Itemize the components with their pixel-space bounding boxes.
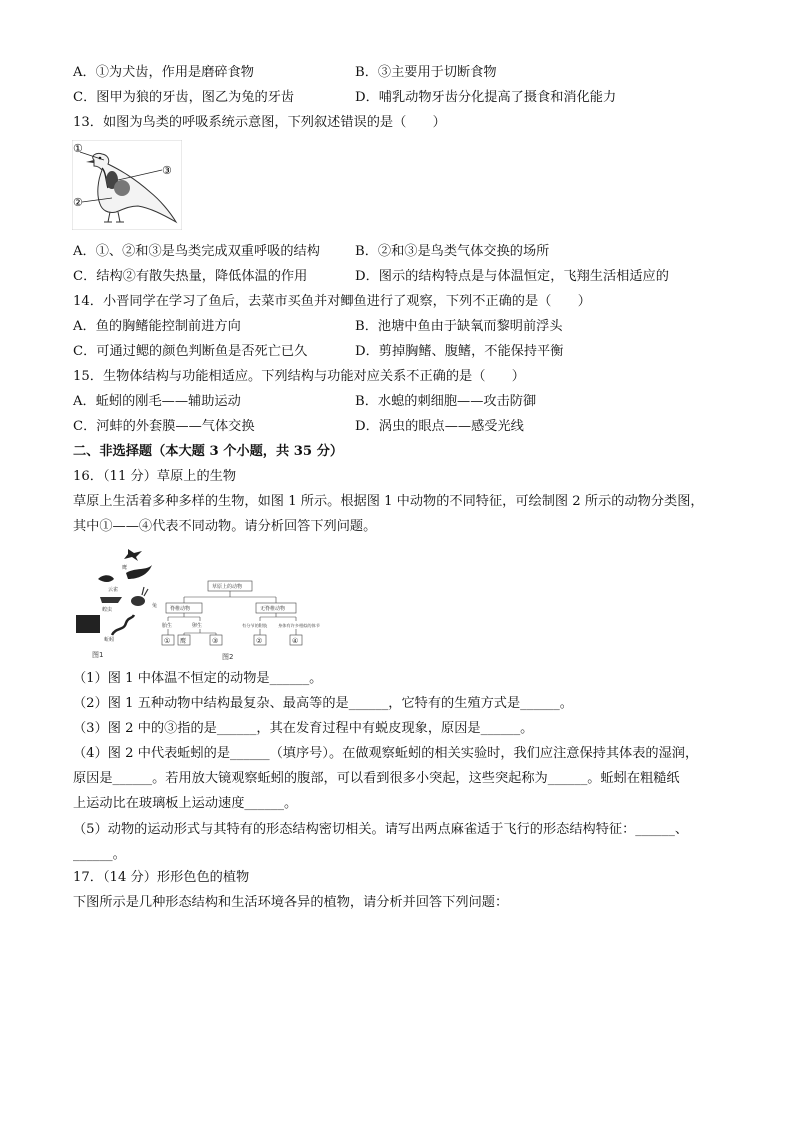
tree-root: 草原上的动物 bbox=[212, 584, 243, 590]
q16-part3: （3）图 2 中的③指的是______，其在发育过程中有蜕皮现象，原因是______。 bbox=[73, 721, 534, 736]
lark-label: 云雀 bbox=[108, 587, 119, 593]
fig1-label: 图1 bbox=[92, 651, 104, 659]
q12-option-d: D．哺乳动物牙齿分化提高了摄食和消化能力 bbox=[355, 90, 617, 105]
tree-i2: 身体有许多相似的体节 bbox=[278, 623, 320, 628]
q14-stem: 14．小晋同学在学习了鱼后，去菜市买鱼并对鲫鱼进行了观察，下列不正确的是（ ） bbox=[73, 294, 591, 309]
q16-part5-line2: ______。 bbox=[73, 847, 126, 862]
tree-vert: 脊椎动物 bbox=[170, 606, 191, 612]
leaf-3: ③ bbox=[212, 637, 219, 645]
q16-intro-line2: 其中①——④代表不同动物。请分析回答下列问题。 bbox=[73, 519, 377, 534]
lark-shape bbox=[98, 575, 114, 582]
q15-option-b: B．水螅的刺细胞——攻击防御 bbox=[355, 394, 537, 409]
earthworm-label: 蚯蚓 bbox=[104, 637, 115, 643]
label-2: ② bbox=[73, 196, 83, 209]
tree-v1: 胎生 bbox=[162, 623, 173, 629]
q14-option-a: A．鱼的胸鳍能控制前进方向 bbox=[73, 319, 241, 334]
q16-part4-line1: （4）图 2 中代表蚯蚓的是______（填序号）。在做观察蚯蚓的相关实验时，我们应注意保持其体表的湿润， bbox=[73, 746, 699, 761]
locust-shape bbox=[100, 597, 122, 603]
fig2-label: 图2 bbox=[222, 653, 234, 661]
q14-option-c: C．可通过鳃的颜色判断鱼是否死亡已久 bbox=[73, 344, 308, 359]
q14-option-b: B．池塘中鱼由于缺氧而黎明前浮头 bbox=[355, 319, 563, 334]
tree-i1: 有分节的附肢 bbox=[242, 623, 268, 628]
q17-title: 17．（14 分）形形色色的植物 bbox=[73, 870, 250, 885]
air-sac bbox=[114, 180, 130, 196]
label-3: ③ bbox=[162, 164, 172, 177]
soil-block bbox=[76, 615, 100, 633]
earthworm-shape bbox=[112, 615, 134, 635]
q16-part4-line2: 原因是______。若用放大镜观察蚯蚓的腹部，可以看到很多小突起，这些突起称为______。蚯蚓在粗糙纸 bbox=[73, 771, 680, 786]
leaf-4: ④ bbox=[292, 637, 299, 645]
q14-option-d: D．剪掉胸鳍、腹鳍，不能保持平衡 bbox=[355, 344, 564, 359]
q16-part2: （2）图 1 五种动物中结构最复杂、最高等的是______，它特有的生殖方式是______。 bbox=[73, 696, 573, 711]
leaf-2: ② bbox=[256, 637, 263, 645]
tree-links-3 bbox=[168, 629, 296, 635]
q15-option-c: C．河蚌的外套膜——气体交换 bbox=[73, 419, 255, 434]
q16-part4-line3: 上运动比在玻璃板上运动速度______。 bbox=[73, 796, 298, 811]
hawk-label: 鹰 bbox=[122, 565, 128, 571]
rabbit-ears bbox=[142, 587, 148, 596]
rabbit-shape bbox=[131, 596, 145, 606]
leaf-1: ① bbox=[164, 637, 171, 645]
eagle-shape bbox=[126, 565, 152, 579]
q13-option-c: C．结构②有散失热量，降低体温的作用 bbox=[73, 269, 308, 284]
q16-part5-line1: （5）动物的运动形式与其特有的形态结构密切相关。请写出两点麻雀适于飞行的形态结构特征：______、 bbox=[73, 822, 689, 837]
tree-invert: 无脊椎动物 bbox=[260, 606, 286, 612]
label-1: ① bbox=[73, 142, 83, 155]
figure-1 bbox=[76, 549, 157, 659]
figure-2 bbox=[162, 581, 320, 661]
q17-intro: 下图所示是几种形态结构和生活环境各异的植物，请分析并回答下列问题： bbox=[73, 895, 509, 910]
tree-links-1 bbox=[184, 591, 276, 603]
q13-stem: 13．如图为鸟类的呼吸系统示意图，下列叙述错误的是（ ） bbox=[73, 115, 446, 130]
bird-respiratory-figure bbox=[72, 140, 182, 230]
q15-stem: 15．生物体结构与功能相适应。下列结构与功能对应关系不正确的是（ ） bbox=[73, 369, 525, 384]
q16-part1: （1）图 1 中体温不恒定的动物是______。 bbox=[73, 671, 323, 686]
q12-option-c: C．图甲为狼的牙齿，图乙为兔的牙齿 bbox=[73, 90, 295, 105]
locust-label: 蝗虫 bbox=[102, 607, 113, 613]
rabbit-label: 兔 bbox=[152, 603, 158, 609]
q15-option-d: D．涡虫的眼点——感受光线 bbox=[355, 419, 524, 434]
tree-v2: 卵生 bbox=[192, 623, 203, 629]
grassland-figure bbox=[72, 545, 334, 663]
hawk-shape bbox=[124, 549, 142, 561]
q16-title: 16．（11 分）草原上的生物 bbox=[73, 469, 237, 484]
q13-option-d: D．图示的结构特点是与体温恒定，飞翔生活相适应的 bbox=[355, 269, 669, 284]
q13-option-a: A．①、②和③是鸟类完成双重呼吸的结构 bbox=[73, 244, 320, 259]
q13-option-b: B．②和③是鸟类气体交换的场所 bbox=[355, 244, 550, 259]
leaf-hawk: 鹰 bbox=[180, 638, 187, 645]
q12-option-b: B．③主要用于切断食物 bbox=[355, 65, 497, 80]
q12-option-a: A．①为犬齿，作用是磨碎食物 bbox=[73, 65, 254, 80]
section-heading: 二、非选择题（本大题 3 个小题，共 35 分） bbox=[73, 444, 344, 459]
tree-links-2 bbox=[168, 613, 296, 621]
q15-option-a: A．蚯蚓的刚毛——辅助运动 bbox=[73, 394, 241, 409]
q16-intro-line1: 草原上生活着多种多样的生物，如图 1 所示。根据图 1 中动物的不同特征，可绘制图 2 所示的动物分类图， bbox=[73, 494, 704, 509]
